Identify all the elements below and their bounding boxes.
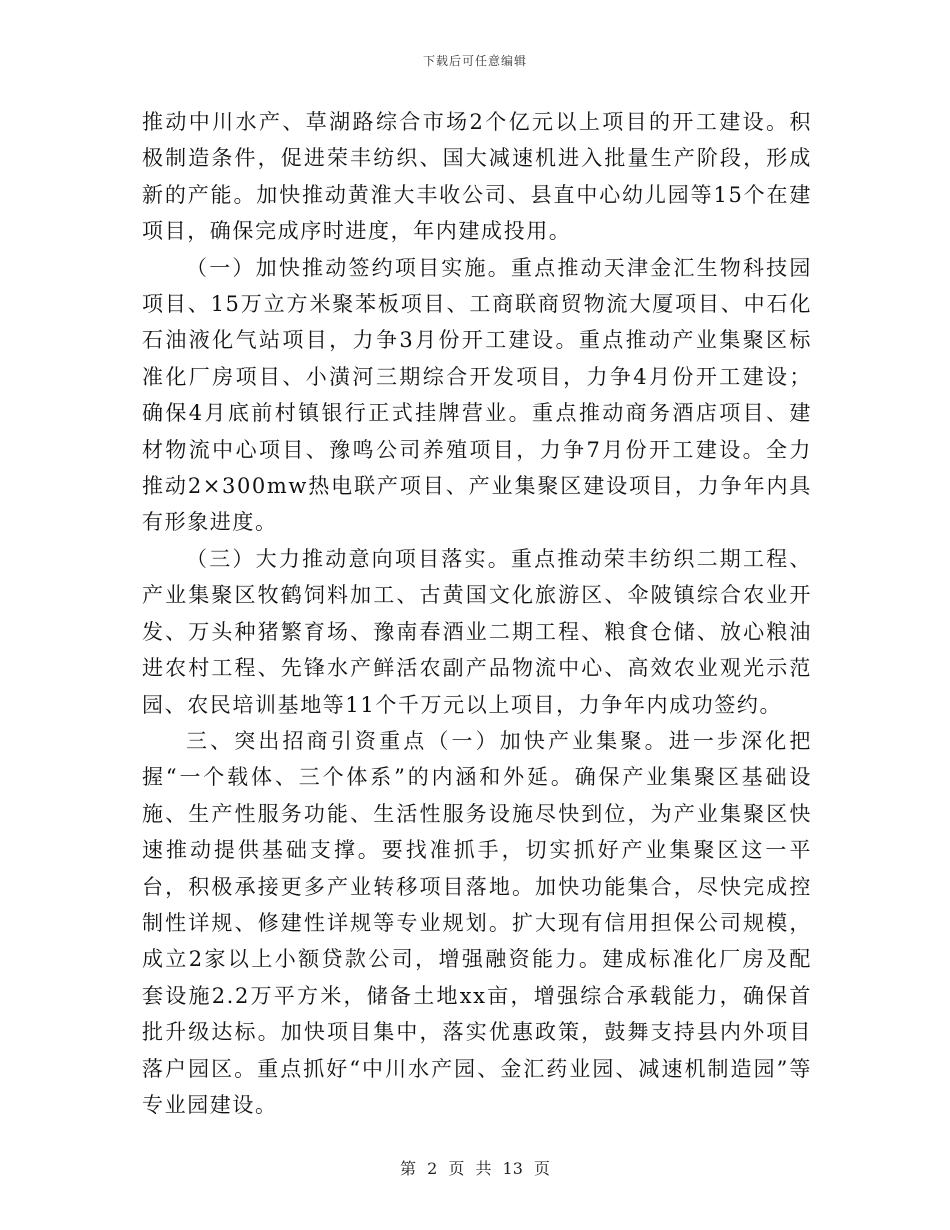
paragraph-intent-projects: （三）大力推动意向项目落实。重点推动荣丰纺织二期工程、产业集聚区牧鹤饲料加工、古黄国文化旅游区、伞陂镇综合农业开发、万头种猪繁育场、豫南春酒业二期工程、粮食仓储、放心粮油进农村工程、先锋水产鲜活农副产品物流中心、高效农业观光示范园、农民培训基地等11个千万元以上项目，力争年内成功签约。 [142,546,812,717]
page-header-note: 下载后可任意编辑 [422,54,527,68]
paragraph-signed-projects: （一）加快推动签约项目实施。重点推动天津金汇生物科技园项目、15万立方米聚苯板项目、工商联商贸物流大厦项目、中石化石油液化气站项目，力争3月份开工建设。重点推动产业集聚区标准化厂房项目、小潢河三期综合开发项目，力争4月份开工建设；确保4月底前村镇银行正式挂牌营业。重点推动商务酒店项目、建材物流中心项目、豫鸣公司养殖项目，力争7月份开工建设。全力推动2×300mw热电联产项目、产业集聚区建设项目，力争年内具有形象进度。 [142,255,812,535]
paragraph-continued: 推动中川水产、草湖路综合市场2个亿元以上项目的开工建设。积极制造条件，促进荣丰纺织、国大减速机进入批量生产阶段，形成新的产能。加快推动黄淮大丰收公司、县直中心幼儿园等15个在建项目，确保完成序时进度，年内建成投用。 [142,110,812,244]
page-number: 第 2 页 共 13 页 [400,1159,550,1178]
document-body [142,104,812,1123]
paragraph-investment-focus: 三、突出招商引资重点（一）加快产业集聚。进一步深化把握“一个载体、三个体系”的内涵和外延。确保产业集聚区基础设施、生产性服务功能、生活性服务设施尽快到位，为产业集聚区快速推动提供基础支撑。要找准抓手，切实抓好产业集聚区这一平台，积极承接更多产业转移项目落地。加快功能集合，尽快完成控制性详规、修建性详规等专业规划。扩大现有信用担保公司规模，成立2家以上小额贷款公司，增强融资能力。建成标准化厂房及配套设施2.2万平方米，储备土地xx亩，增强综合承载能力，确保首批升级达标。加快项目集中，落实优惠政策，鼓舞支持县内外项目落户园区。重点抓好“中川水产园、金汇药业园、减速机制造园”等专业园建设。 [142,728,812,1117]
